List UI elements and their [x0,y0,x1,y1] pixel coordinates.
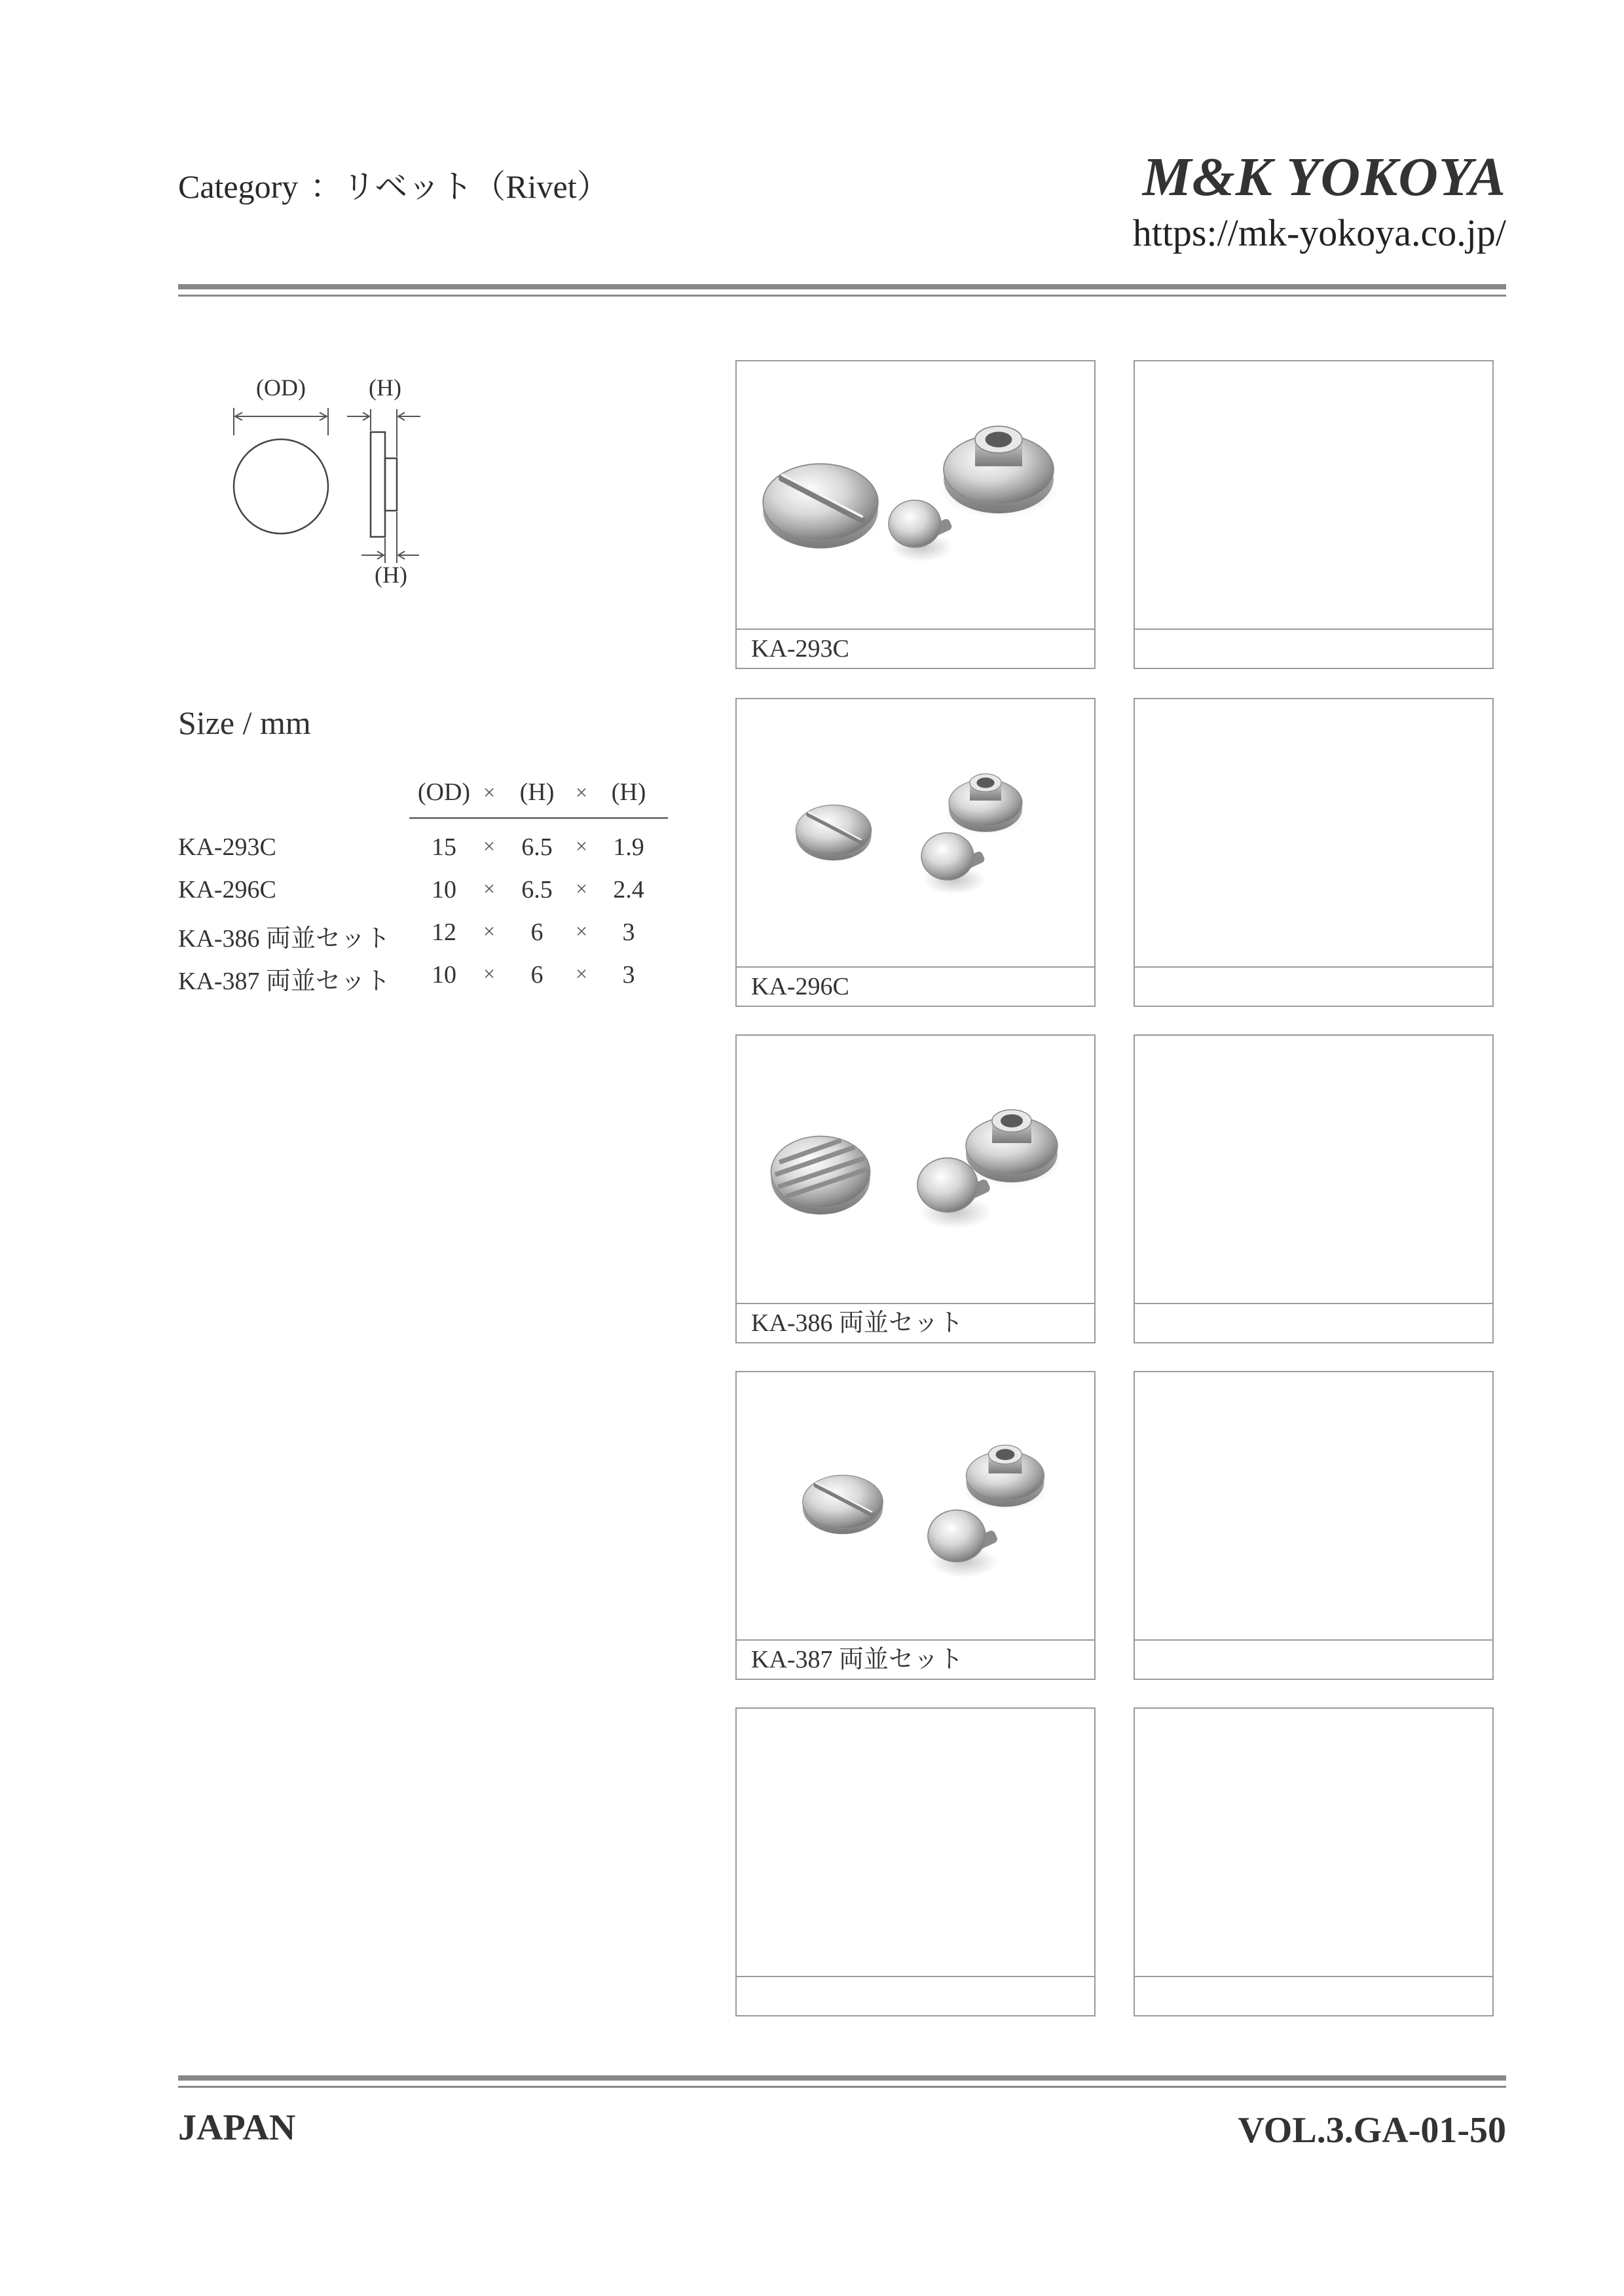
size-title: Size / mm [178,704,311,741]
product-caption [1135,1976,1492,2015]
table-row [178,833,676,872]
row-h1: 6.5 [521,876,553,903]
empty-photo-slot [737,1709,1094,1976]
dimension-diagram [223,373,458,596]
col-times: × [576,780,588,804]
product-card-5[interactable] [735,1034,1096,1343]
row-times: × [576,919,588,943]
product-photo-ka-296c [737,699,1094,966]
table-header-rule [409,817,668,819]
product-card-7[interactable] [735,1371,1096,1680]
product-photo-ka-387 [737,1372,1094,1639]
product-card-2 [1134,360,1494,669]
product-photo-ka-386 [737,1036,1094,1303]
header-rule-thick [178,284,1506,289]
category-value: ：リベット（Rivet） [310,168,610,205]
product-card-3[interactable] [735,698,1096,1007]
product-card-6 [1134,1034,1494,1343]
table-row [178,918,676,957]
row-times: × [483,834,496,858]
product-caption: KA-387 両並セット [737,1639,1094,1679]
row-times: × [483,962,496,985]
product-caption: KA-386 両並セット [737,1303,1094,1342]
row-times: × [483,919,496,943]
empty-photo-slot [1135,699,1492,966]
row-times: × [576,962,588,985]
empty-photo-slot [1135,1036,1492,1303]
row-h1: 6 [530,919,544,946]
product-card-9 [735,1707,1096,2016]
row-od: 10 [432,876,456,903]
table-row [178,960,676,1000]
footer-rule-thin [178,2086,1506,2088]
h-label-bottom: (H) [375,562,407,588]
row-name: KA-387 両並セット [178,968,391,995]
row-h1: 6 [530,961,544,989]
product-card-1[interactable] [735,360,1096,669]
table-row [178,875,676,915]
product-caption [1135,1639,1492,1679]
row-h2: 3 [622,919,635,946]
product-caption: KA-296C [737,966,1094,1006]
col-header-h1: (H) [519,778,555,806]
footer-volume-code: VOL.3.GA-01-50 [1238,2110,1506,2151]
row-od: 12 [432,919,456,946]
empty-photo-slot [1135,1709,1492,1976]
product-card-10 [1134,1707,1494,2016]
rivet-front-view [234,439,328,534]
product-caption: KA-293C [737,629,1094,668]
od-label: (OD) [256,374,306,401]
row-h1: 6.5 [521,833,553,861]
row-name: KA-386 両並セット [178,925,391,953]
row-name: KA-293C [178,833,276,861]
footer-rule-thick [178,2075,1506,2081]
empty-photo-slot [1135,361,1492,629]
product-caption [1135,966,1492,1006]
row-name: KA-296C [178,876,276,903]
website-url[interactable]: https://mk-yokoya.co.jp/ [1132,211,1506,254]
empty-photo-slot [1135,1372,1492,1639]
col-header-h2: (H) [611,778,646,806]
product-caption [1135,629,1492,668]
h-label-top: (H) [369,374,401,401]
product-card-8 [1134,1371,1494,1680]
category-line [178,160,610,208]
brand-logo: M&K YOKOYA [1142,147,1506,208]
product-card-4 [1134,698,1494,1007]
product-caption [1135,1303,1492,1342]
rivet-side-view [371,432,385,537]
row-h2: 2.4 [613,876,644,903]
row-od: 15 [432,833,456,861]
row-times: × [576,834,588,858]
row-times: × [483,877,496,900]
row-h2: 3 [622,961,635,989]
footer-country: JAPAN [178,2107,296,2148]
col-header-od: (OD) [417,778,471,806]
row-od: 10 [432,961,456,989]
row-times: × [576,877,588,900]
header-rule-thin [178,295,1506,297]
category-label: Category [178,168,299,205]
col-times: × [483,780,496,804]
product-caption [737,1976,1094,2015]
row-h2: 1.9 [613,833,644,861]
product-photo-ka-293c [737,361,1094,629]
